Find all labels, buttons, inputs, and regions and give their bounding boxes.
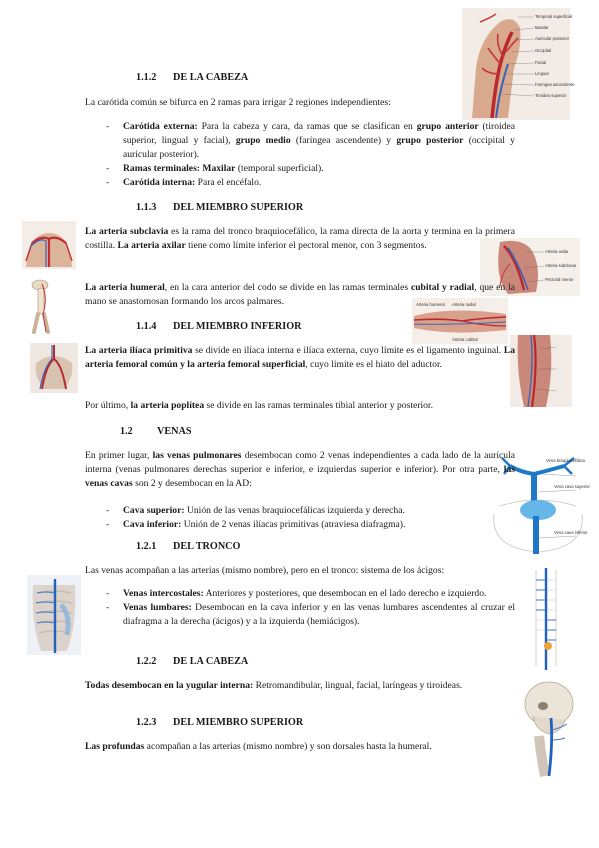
neck-label: Temporal superficial — [535, 14, 573, 19]
list-item: - Cava superior: Unión de las venas braquiocefálicas izquierda y derecha. — [106, 504, 515, 518]
section-heading — [136, 540, 240, 555]
arm-label: Arteria cubital — [452, 337, 478, 342]
arm-label: Arteria radial — [452, 302, 476, 307]
neck-label: Tiroidea superior — [535, 93, 567, 98]
neck-label: Auricular posterior — [535, 36, 569, 41]
section-heading — [136, 716, 303, 731]
neck-label: Facial — [535, 60, 547, 65]
section-number: 1.2.1 — [136, 541, 157, 552]
arm-label: Arteria humeral — [416, 302, 445, 307]
upper-limb-bone-figure — [30, 278, 62, 334]
neck-label: Lingual — [535, 71, 549, 76]
paragraph: La arteria ilíaca primitiva se divide en ilíaca interna e ilíaca externa, cuyo límite es el ligamento inguinal. La arteria femoral común y la arteria femoral superficial, cuyo límite es el hiato del aductor. — [85, 345, 516, 370]
list-item: - Cava inferior: Unión de 2 venas ilíacas primitivas (atraviesa diafragma). — [106, 518, 515, 532]
list-item: - Venas lumbares: Desembocan en la cava inferior y en las venas lumbares ascendentes al cruzar el diafragma a la derecha (ácigos) y a la izquierda (hemiácigos). — [106, 601, 515, 629]
list-item: - Venas intercostales: Anteriores y posteriores, que desembocan en el lado derecho e izquierdo. — [106, 587, 515, 601]
section-number: 1.1.3 — [136, 202, 157, 213]
neck-label: Occipital — [535, 48, 552, 53]
list-item: - Ramas terminales: Maxilar (temporal superficial). — [106, 162, 515, 176]
section-number: 1.1.4 — [136, 321, 157, 332]
paragraph: Las venas acompañan a las arterias (mismo nombre), pero en el tronco: sistema de los ácigos: — [85, 565, 445, 576]
section-number: 1.1.2 — [136, 72, 157, 83]
section-heading — [136, 320, 302, 335]
section-heading — [136, 71, 248, 86]
neck-label: Maxilar — [535, 25, 549, 30]
paragraph: Las profundas acompañan a las arterias (mismo nombre) y son dorsales hasta la humeral. — [85, 741, 432, 752]
paragraph: La arteria subclavia es la rama del tronco braquiocefálico, la rama directa de la aorta y termina en la primera costilla. La arteria axilar tiene como límite inferior el pectoral menor, con 3 segmentos. — [85, 226, 515, 251]
section-title: DEL MIEMBRO SUPERIOR — [173, 202, 304, 213]
list-item: - Carótida interna: Para el encéfalo. — [106, 176, 515, 190]
thigh-arteries-figure — [510, 335, 572, 407]
neck-label: Faríngea ascendente — [535, 82, 575, 87]
section-number: 1.2 — [120, 426, 133, 437]
section-title: VENAS — [157, 426, 192, 437]
section-title: DEL TRONCO — [173, 541, 241, 552]
list-item: - Carótida externa: Para la cabeza y cara, da ramas que se clasifican en grupo anterior (tiroidea superior, lingual y facial), grupo medio (faríngea ascendente) y grupo posterior (occipital y auricular posterior). — [106, 120, 515, 162]
heart-label: Vena braquiocefálica — [546, 458, 585, 463]
heart-label: Vena cava inferior — [554, 530, 588, 535]
bullet-list — [106, 120, 515, 190]
azygos-system-figure — [530, 566, 562, 672]
skull-jugular-figure — [515, 678, 579, 776]
section-title: DEL MIEMBRO INFERIOR — [173, 321, 302, 332]
bullet-list — [106, 504, 515, 532]
paragraph: Por último, la arteria poplítea se divide en las ramas terminales tibial anterior y posterior. — [85, 400, 433, 411]
section-number: 1.2.2 — [136, 656, 157, 667]
section-heading — [120, 425, 192, 440]
section-title: DE LA CABEZA — [173, 72, 249, 83]
section-heading — [136, 655, 248, 670]
heart-label: Vena cava superior — [554, 484, 590, 489]
section-title: DEL MIEMBRO SUPERIOR — [173, 717, 304, 728]
paragraph: Todas desembocan en la yugular interna: Retromandibular, lingual, facial, laríngeas y tiroideas. — [85, 680, 463, 691]
paragraph: La arteria humeral, en la cara anterior del codo se divide en las ramas terminales cubital y radial, que en la mano se anastomosan formando los arcos palmares. — [85, 282, 515, 307]
paragraph: En primer lugar, las venas pulmonares desembocan como 2 venas independientes a cada lado de la aurícula interna (venas pulmonares derechas superior e inferior, e izquierdas superior e inferior). Por otra parte, las venas cavas son 2 y desembocan en la AD: — [85, 450, 515, 489]
section-number: 1.2.3 — [136, 717, 157, 728]
thorax-veins-figure — [27, 575, 81, 655]
section-heading — [136, 201, 303, 216]
axilla-label: Arteria subclavia — [545, 263, 576, 268]
axilla-label: Arteria axilar — [545, 249, 569, 254]
section-title: DE LA CABEZA — [173, 656, 249, 667]
paragraph: La carótida común se bifurca en 2 ramas para irrigar 2 regiones independientes: — [85, 97, 391, 108]
subclavian-thorax-figure — [22, 221, 76, 269]
bullet-list — [106, 587, 515, 629]
axilla-label: Pectoral menor — [545, 277, 574, 282]
pelvis-arteries-figure — [30, 343, 78, 393]
